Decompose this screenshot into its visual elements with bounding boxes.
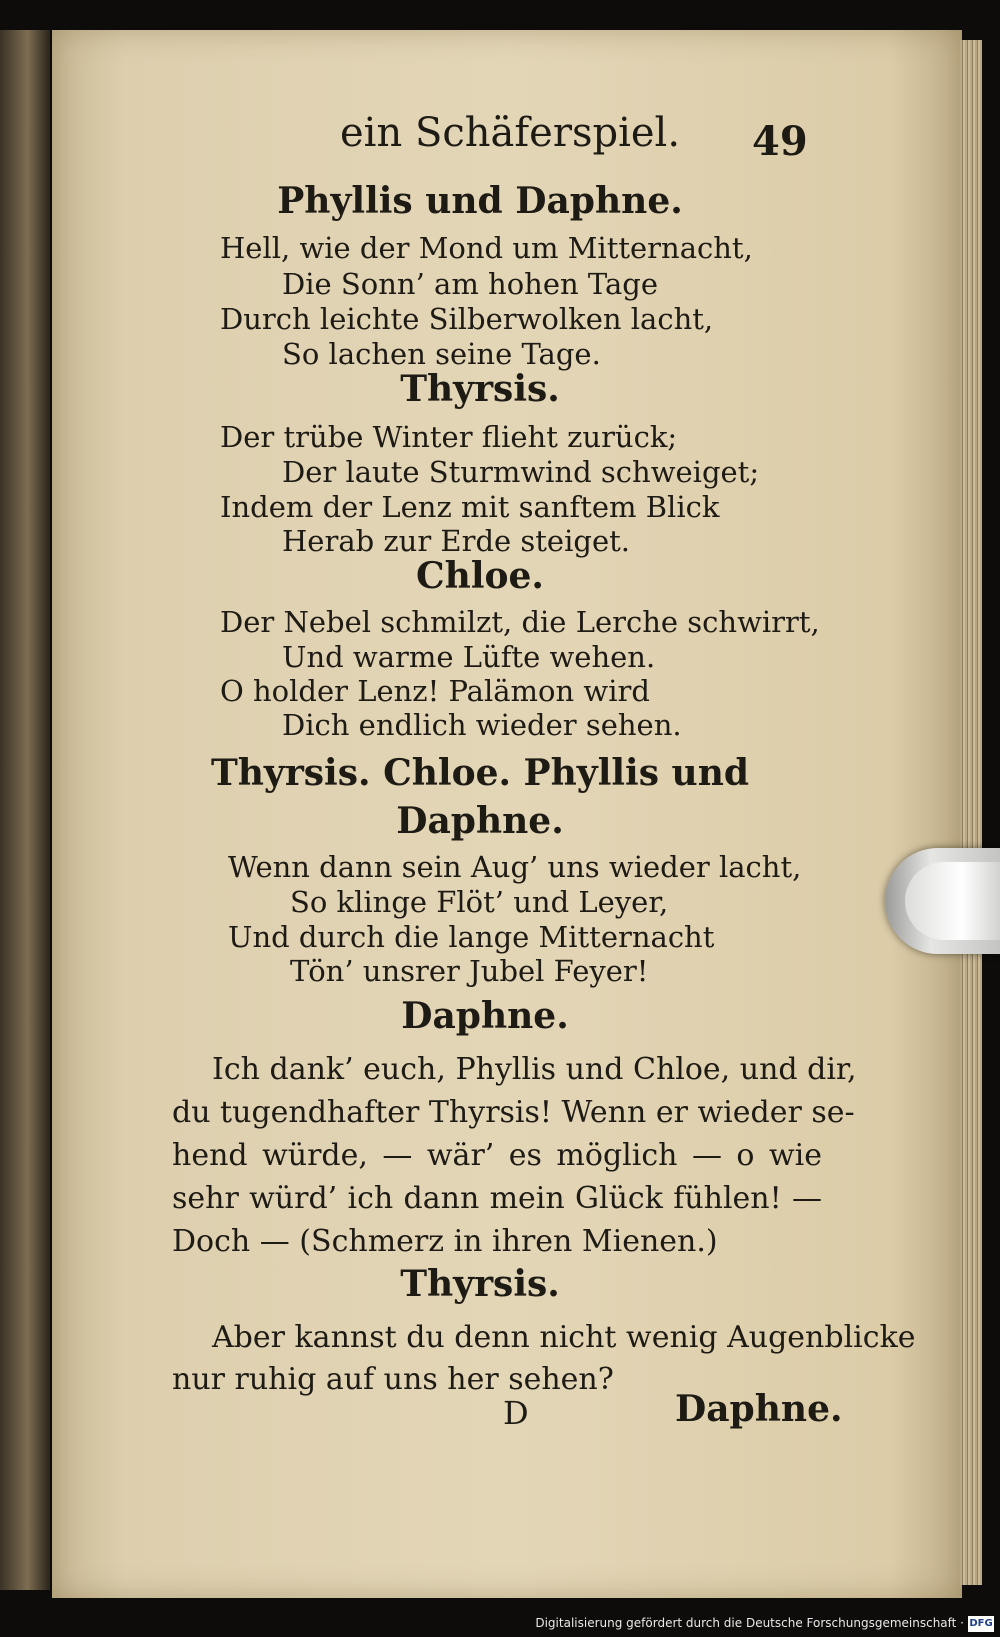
verse-line: Die Sonn’ am hohen Tage bbox=[282, 267, 659, 301]
verse-line: Der trübe Winter flieht zurück; bbox=[220, 420, 678, 454]
prose-line: hend würde, — wär’ es möglich — o wie bbox=[172, 1138, 822, 1173]
verse-line: Durch leichte Silberwolken lacht, bbox=[220, 302, 714, 336]
prose-line: Doch — (Schmerz in ihren Mienen.) bbox=[172, 1224, 718, 1259]
verse-line: Tön’ unsrer Jubel Feyer! bbox=[290, 954, 649, 988]
dfg-logo: DFG bbox=[968, 1616, 994, 1632]
verse-line: So klinge Flöt’ und Leyer, bbox=[290, 885, 669, 919]
prose-line: Ich dank’ euch, Phyllis und Chloe, und dir, bbox=[212, 1052, 857, 1087]
catchword: Daphne. bbox=[675, 1388, 843, 1430]
verse-line: Und durch die lange Mitternacht bbox=[228, 920, 715, 954]
speaker-heading-continued: Daphne. bbox=[396, 800, 564, 842]
speaker-heading: Thyrsis. bbox=[400, 1263, 560, 1305]
funding-notice: Digitalisierung gefördert durch die Deutsche Forschungsgemeinschaft · bbox=[535, 1616, 964, 1630]
footer-bar bbox=[0, 1614, 1000, 1637]
prose-line: nur ruhig auf uns her sehen? bbox=[172, 1362, 614, 1397]
signature-mark: D bbox=[503, 1394, 529, 1432]
verse-line: Indem der Lenz mit sanftem Blick bbox=[220, 490, 720, 524]
speaker-heading: Thyrsis. Chloe. Phyllis und bbox=[210, 752, 750, 794]
verse-line: Hell, wie der Mond um Mitternacht, bbox=[220, 231, 753, 265]
prose-line: sehr würd’ ich dann mein Glück fühlen! — bbox=[172, 1181, 822, 1216]
prose-line: Aber kannst du denn nicht wenig Augenblicke bbox=[212, 1320, 916, 1355]
speaker-heading: Thyrsis. bbox=[400, 368, 560, 410]
speaker-heading: Chloe. bbox=[416, 555, 544, 597]
verse-line: So lachen seine Tage. bbox=[282, 337, 601, 371]
book-clip bbox=[885, 848, 1000, 954]
verse-line: Dich endlich wieder sehen. bbox=[282, 708, 682, 742]
verse-line: Wenn dann sein Aug’ uns wieder lacht, bbox=[228, 850, 802, 884]
verse-line: Der laute Sturmwind schweiget; bbox=[282, 455, 760, 489]
speaker-heading: Phyllis und Daphne. bbox=[277, 180, 683, 222]
verse-line: O holder Lenz! Palämon wird bbox=[220, 674, 650, 708]
verse-line: Und warme Lüfte wehen. bbox=[282, 640, 656, 674]
prose-line: du tugendhafter Thyrsis! Wenn er wieder se- bbox=[172, 1095, 855, 1130]
verse-line: Der Nebel schmilzt, die Lerche schwirrt, bbox=[220, 605, 820, 639]
page-number: 49 bbox=[752, 118, 808, 165]
running-title: ein Schäferspiel. bbox=[340, 110, 681, 156]
verse-line: Herab zur Erde steiget. bbox=[282, 524, 630, 558]
speaker-heading: Daphne. bbox=[401, 995, 569, 1037]
